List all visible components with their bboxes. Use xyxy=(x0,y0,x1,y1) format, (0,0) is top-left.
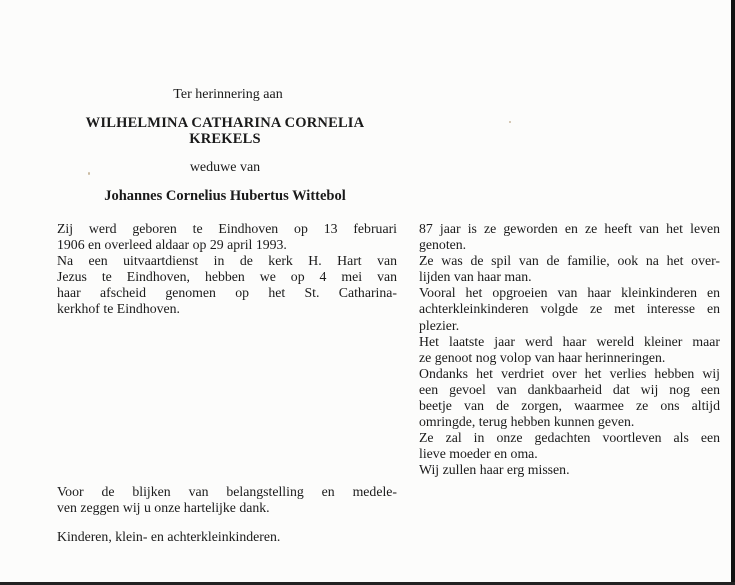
spouse-name: Johannes Cornelius Hubertus Wittebol xyxy=(104,188,346,204)
deceased-name-line-1: WILHELMINA CATHARINA CORNELIA xyxy=(85,115,365,131)
bio-line: Zij werd geboren te Eindhoven op 13 februari xyxy=(57,221,397,236)
bio-line: Ondanks het verdriet over het verlies hebben wij xyxy=(419,365,720,381)
bio-line: beetje van de zorgen, waarmee ze ons altijd xyxy=(419,398,720,414)
bio-line: plezier. xyxy=(419,317,460,333)
bio-line: Ze zal in onze gedachten voortleven als een xyxy=(419,430,720,446)
intro-text: Ter herinnering aan xyxy=(173,87,283,102)
paper-speck xyxy=(509,121,511,123)
bio-line: lijden van haar man. xyxy=(419,269,532,285)
widow-of-text: weduwe van xyxy=(189,160,261,175)
paper-speck xyxy=(88,172,90,175)
bio-line: genoten. xyxy=(419,237,467,253)
bio-line: Het laatste jaar werd haar wereld kleiner maar xyxy=(419,333,720,349)
bio-line: Jezus te Eindhoven, hebben we op 4 mei van xyxy=(57,269,397,285)
bio-line: een gevoel van dankbaarheid dat wij nog een xyxy=(419,381,720,397)
bio-line: 1906 en overleed aldaar op 29 april 1993. xyxy=(57,237,287,253)
thanks-text xyxy=(57,484,397,516)
family-line: Kinderen, klein- en achterkleinkinderen. xyxy=(57,529,281,544)
bio-line: 87 jaar is ze geworden en ze heeft van het leven xyxy=(419,221,720,236)
bio-line: lieve moeder en oma. xyxy=(419,446,538,462)
bio-line: Vooral het opgroeien van haar kleinkinderen en xyxy=(419,285,720,301)
left-biography xyxy=(57,221,397,318)
bio-line: omringde, terug hebben kunnen geven. xyxy=(419,414,635,430)
thanks-line: ven zeggen wij u onze hartelijke dank. xyxy=(57,500,270,516)
bio-line: kerkhof te Eindhoven. xyxy=(57,301,180,317)
scan-edge-right xyxy=(731,0,735,585)
bio-line: Ze was de spil van de familie, ook na het over- xyxy=(419,253,720,269)
bio-line: achterkleinkinderen volgde ze met interesse en xyxy=(419,301,720,317)
bio-line: Na een uitvaartdienst in de kerk H. Hart van xyxy=(57,253,397,269)
family-signature xyxy=(57,529,397,545)
deceased-name-line-2: KREKELS xyxy=(189,131,261,147)
right-biography xyxy=(419,221,720,479)
bio-line: Wij zullen haar erg missen. xyxy=(419,462,570,478)
bio-line: ze genoot nog volop van haar herinneringen. xyxy=(419,349,666,365)
bio-line: haar afscheid genomen op het St. Catharina- xyxy=(57,285,397,301)
thanks-line: Voor de blijken van belangstelling en medele- xyxy=(57,484,397,499)
